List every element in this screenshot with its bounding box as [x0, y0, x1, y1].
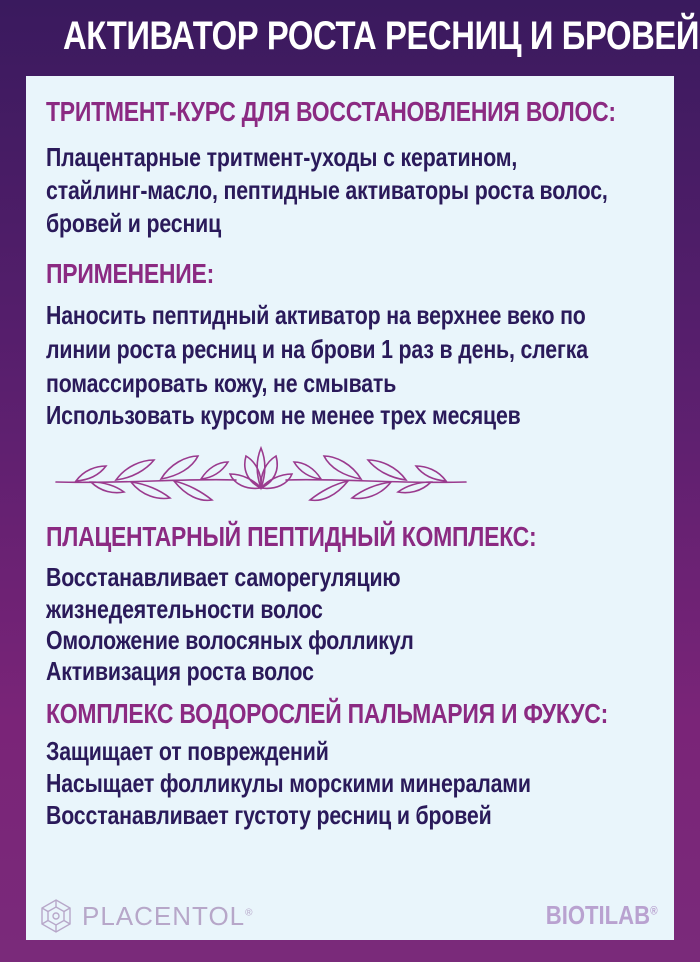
peptide-line: Омоложение волосяных фолликул: [46, 625, 414, 655]
page-title: АКТИВАТОР РОСТА РЕСНИЦ И БРОВЕЙ: [63, 14, 699, 58]
biotilab-brand: BIOTILAB®: [546, 900, 658, 930]
peptide-line: жизнедеятельности волос: [46, 594, 323, 624]
peptide-line: Активизация роста волос: [46, 656, 314, 686]
placentol-hexagon-icon: [38, 898, 74, 934]
usage-line: Использовать курсом не менее трех месяцев: [46, 400, 521, 430]
placentol-logo: [38, 898, 254, 934]
usage-line: помассировать кожу, не смывать: [46, 368, 397, 398]
info-card: [26, 76, 674, 940]
peptide-line: Восстанавливает саморегуляцию: [46, 562, 401, 592]
section-title-peptide-complex: ПЛАЦЕНТАРНЫЙ ПЕПТИДНЫЙ КОМПЛЕКС:: [46, 521, 537, 552]
section-title-treatment: ТРИТМЕНТ-КУРС ДЛЯ ВОССТАНОВЛЕНИЯ ВОЛОС:: [46, 96, 616, 127]
algae-line: Насыщает фолликулы морскими минералами: [46, 768, 531, 798]
treatment-line: стайлинг-масло, пептидные активаторы роста волос,: [46, 175, 608, 205]
usage-line: Наносить пептидный активатор на верхнее веко по: [46, 300, 586, 330]
algae-line: Восстанавливает густоту ресниц и бровей: [46, 800, 492, 830]
section-title-usage: ПРИМЕНЕНИЕ:: [46, 258, 214, 289]
treatment-line: бровей и ресниц: [46, 208, 222, 238]
treatment-line: Плацентарные тритмент-уходы с кератином,: [46, 142, 518, 172]
section-title-algae-complex: КОМПЛЕКС ВОДОРОСЛЕЙ ПАЛЬМАРИЯ И ФУКУС:: [46, 698, 609, 729]
usage-line: линии роста ресниц и на брови 1 раз в день, слегка: [46, 334, 588, 364]
algae-line: Защищает от повреждений: [46, 736, 329, 766]
placentol-brand: PLACENTOL®: [82, 900, 254, 931]
floral-ornament-icon: [46, 444, 476, 514]
